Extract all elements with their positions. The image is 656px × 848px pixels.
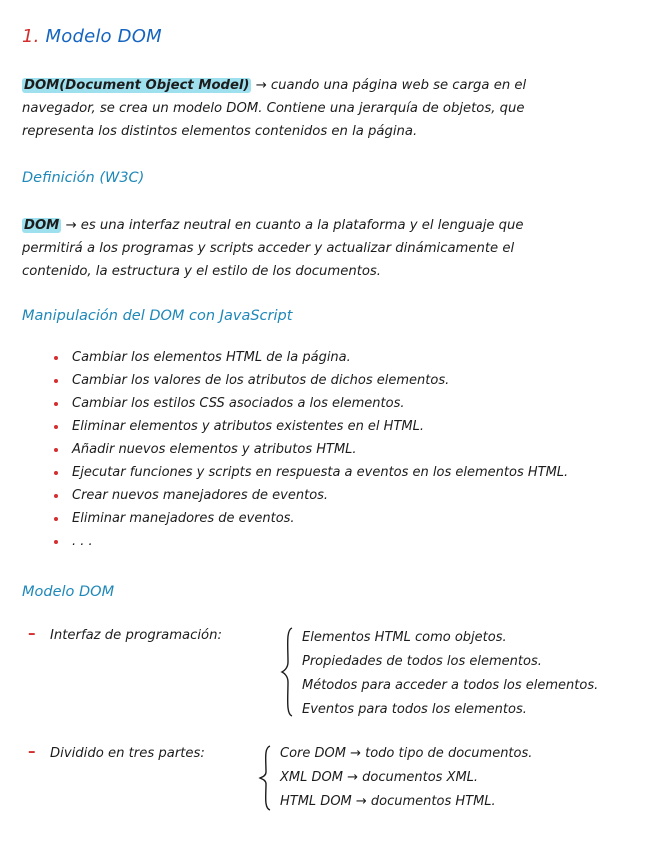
model-heading: Modelo DOM (22, 584, 115, 600)
bullet-icon (54, 494, 58, 498)
intro-line2: navegador, se crea un modelo DOM. Contiene una jerarquía de objetos, que (22, 101, 525, 116)
bullet-icon (54, 356, 58, 360)
list-item: Añadir nuevos elementos y atributos HTML. (50, 438, 568, 461)
bullet-icon (54, 425, 58, 429)
bullet-icon (54, 448, 58, 452)
bullet-icon (54, 471, 58, 475)
intro-term-highlight: DOM(Document Object Model) (24, 78, 250, 93)
definition-line1: → es una interfaz neutral en cuanto a la plataforma y el lenguaje que (65, 218, 524, 233)
parts-dash: – (28, 742, 36, 760)
list-item: Cambiar los valores de los atributos de dichos elementos. (50, 369, 568, 392)
list-item: Métodos para acceder a todos los elementos. (302, 678, 599, 693)
definition-paragraph (22, 214, 634, 283)
manipulation-heading: Manipulación del DOM con JavaScript (22, 308, 293, 324)
list-item: HTML DOM → documentos HTML. (280, 794, 496, 809)
bullet-icon (54, 379, 58, 383)
interface-label: Interfaz de programación: (50, 628, 222, 643)
intro-paragraph (22, 74, 634, 143)
definition-line2: permitirá a los programas y scripts acceder y actualizar dinámicamente el (22, 241, 515, 256)
list-item: Core DOM → todo tipo de documentos. (280, 746, 533, 761)
list-item: Eventos para todos los elementos. (302, 702, 527, 717)
list-item: XML DOM → documentos XML. (280, 770, 479, 785)
parts-items (280, 742, 532, 814)
bullet-icon (54, 540, 58, 544)
list-item: Ejecutar funciones y scripts en respuesta a eventos en los elementos HTML. (50, 461, 568, 484)
title-text: Modelo DOM (45, 26, 162, 47)
definition-line3: contenido, la estructura y el estilo de los documentos. (22, 264, 381, 279)
manipulation-list (50, 346, 568, 553)
list-item: Elementos HTML como objetos. (302, 630, 507, 645)
page-title (22, 26, 162, 47)
parts-label: Dividido en tres partes: (50, 746, 205, 761)
list-item: Cambiar los estilos CSS asociados a los elementos. (50, 392, 568, 415)
bullet-icon (54, 517, 58, 521)
definition-heading: Definición (W3C) (22, 170, 145, 186)
list-item: Cambiar los elementos HTML de la página. (50, 346, 568, 369)
list-item: Eliminar elementos y atributos existentes en el HTML. (50, 415, 568, 438)
interface-items (302, 626, 598, 722)
title-number: 1. (22, 26, 40, 47)
list-item: Eliminar manejadores de eventos. (50, 507, 568, 530)
definition-term-highlight: DOM (24, 218, 60, 233)
intro-line3: representa los distintos elementos contenidos en la página. (22, 124, 418, 139)
bullet-icon (54, 402, 58, 406)
list-item: Propiedades de todos los elementos. (302, 654, 542, 669)
intro-line1: → cuando una página web se carga en el (255, 78, 527, 93)
interface-dash: – (28, 624, 36, 642)
interface-brace-icon (280, 626, 296, 718)
list-item: . . . (50, 530, 568, 553)
list-item: Crear nuevos manejadores de eventos. (50, 484, 568, 507)
parts-brace-icon (258, 744, 274, 812)
